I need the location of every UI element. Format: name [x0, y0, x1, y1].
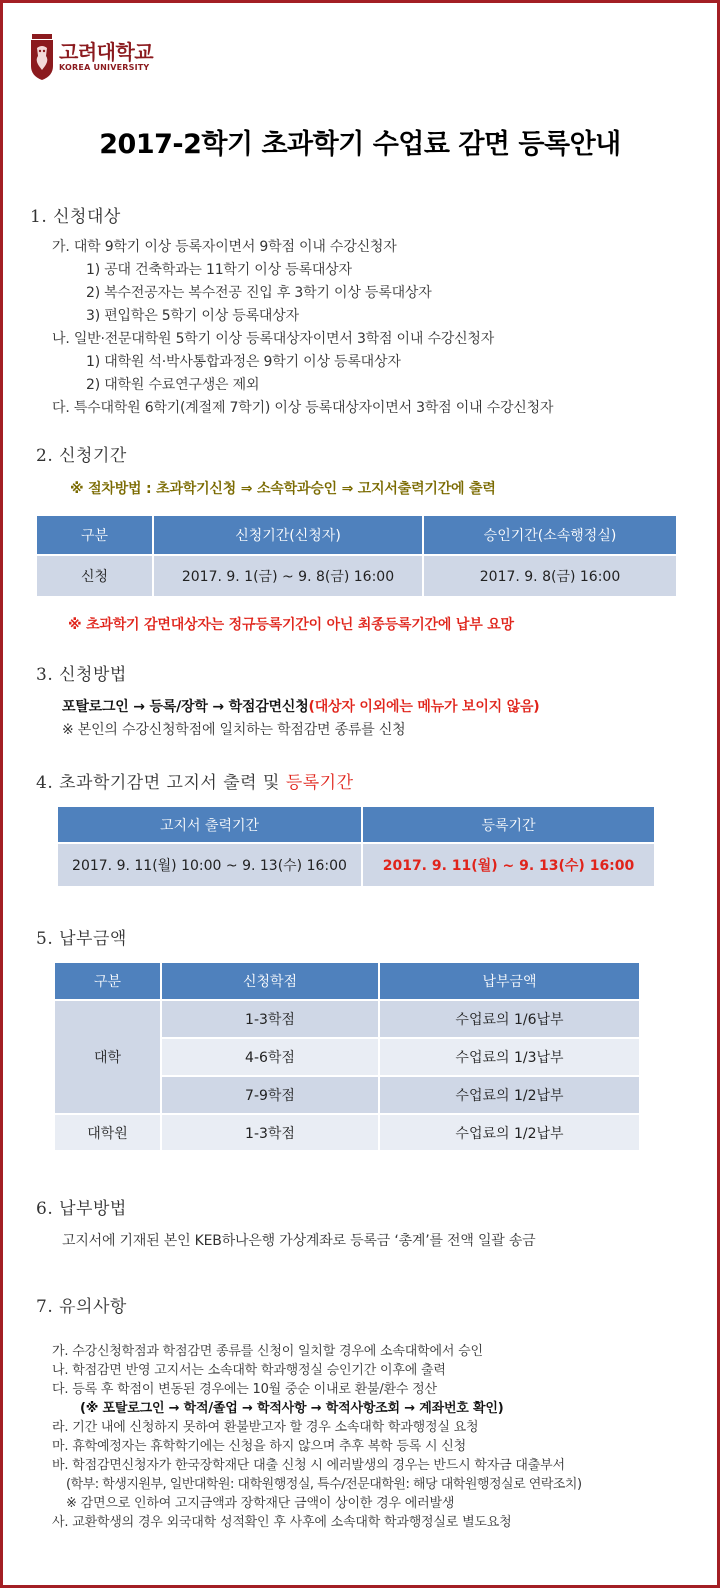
table-header: 구분 [55, 963, 161, 1000]
table-header: 등록기간 [362, 807, 654, 843]
logo-english-name: KOREA UNIVERSITY [59, 63, 150, 72]
table-cell: 2017. 9. 11(월) ~ 9. 13(수) 16:00 [362, 843, 654, 886]
sec1-line: 나. 일반·전문대학원 5학기 이상 등록대상자이면서 3학점 이내 수강신청자 [52, 331, 495, 347]
bill-registration-table [58, 807, 654, 886]
payment-amount-table [55, 963, 639, 1150]
notes-line: 나. 학점감면 반영 고지서는 소속대학 학과행정실 승인기간 이후에 출력 [52, 1363, 446, 1378]
table-cell: 4-6학점 [161, 1038, 379, 1076]
notes-line: (※ 포탈로그인 → 학적/졸업 → 학적사항 → 학적사항조회 → 계좌번호 확인) [80, 1401, 504, 1416]
sec1-line: 3) 편입학은 5학기 이상 등록대상자 [86, 308, 299, 324]
procedure-text: ※ 절차방법 : 초과학기신청 ⇒ 소속학과승인 ⇒ 고지서출력기간에 출력 [70, 481, 496, 497]
table-cell: 수업료의 1/2납부 [379, 1076, 639, 1114]
table-header: 신청학점 [161, 963, 379, 1000]
korea-university-logo [30, 34, 153, 80]
section-2-heading: 2. 신청기간 [36, 446, 127, 466]
table-cell: 1-3학점 [161, 1000, 379, 1038]
table-row [37, 555, 676, 596]
table-header: 승인기간(소속행정실) [423, 516, 676, 555]
sec1-line: 가. 대학 9학기 이상 등록자이면서 9학점 이내 수강신청자 [52, 239, 397, 255]
section-7-heading: 7. 유의사항 [36, 1297, 127, 1317]
table-cell: 2017. 9. 11(월) 10:00 ~ 9. 13(수) 16:00 [58, 843, 362, 886]
notes-line: 가. 수강신청학점과 학점감면 종류를 신청이 일치할 경우에 소속대학에서 승인 [52, 1344, 483, 1359]
table-header: 신청기간(신청자) [153, 516, 423, 555]
apply-note: ※ 본인의 수강신청학점에 일치하는 학점감면 종류를 신청 [62, 722, 406, 738]
notes-line: 바. 학점감면신청자가 한국장학재단 대출 신청 시 에러발생의 경우는 반드시 학자금 대출부서 [52, 1458, 565, 1473]
notes-line: ※ 감면으로 인하여 고지금액과 장학재단 금액이 상이한 경우 에러발생 [66, 1496, 455, 1511]
table-row [58, 843, 654, 886]
application-period-table [37, 516, 676, 596]
logo-korean-name: 고려대학교 [59, 40, 154, 64]
page-title: 2017-2학기 초과학기 수업료 감면 등록안내 [99, 129, 621, 160]
notes-line: 사. 교환학생의 경우 외국대학 성적확인 후 사후에 소속대학 학과행정실로 별도요청 [52, 1515, 512, 1530]
section-3-heading: 3. 신청방법 [36, 665, 127, 685]
apply-path [62, 696, 539, 716]
sec1-line: 2) 복수전공자는 복수전공 진입 후 3학기 이상 등록대상자 [86, 285, 432, 301]
section-4-heading-highlight: 등록기간 [285, 773, 354, 793]
section-4-heading [36, 768, 354, 793]
table-cell-group: 대학 [55, 1000, 161, 1114]
table-header: 구분 [37, 516, 153, 555]
section-6-heading: 6. 납부방법 [36, 1199, 127, 1219]
table-cell: 수업료의 1/2납부 [379, 1114, 639, 1150]
table-cell: 7-9학점 [161, 1076, 379, 1114]
table-cell: 2017. 9. 8(금) 16:00 [423, 555, 676, 596]
sec1-line: 다. 특수대학원 6학기(계절제 7학기) 이상 등록대상자이면서 3학점 이내 수강신청자 [52, 400, 554, 416]
payment-method-text: 고지서에 기재된 본인 KEB하나은행 가상계좌로 등록금 ‘총계’를 전액 일괄 송금 [62, 1233, 536, 1249]
apply-path-steps: 포탈로그인 → 등록/장학 → 학점감면신청 [62, 699, 309, 715]
university-seal-icon [30, 34, 54, 80]
apply-path-note: (대상자 이외에는 메뉴가 보이지 않음) [308, 699, 540, 715]
table-cell: 1-3학점 [161, 1114, 379, 1150]
sec1-line: 2) 대학원 수료연구생은 제외 [86, 377, 260, 393]
table-cell-group: 대학원 [55, 1114, 161, 1150]
table-header: 납부금액 [379, 963, 639, 1000]
sec1-line: 1) 대학원 석·박사통합과정은 9학기 이상 등록대상자 [86, 354, 401, 370]
section-5-heading: 5. 납부금액 [36, 929, 127, 949]
sec1-line: 1) 공대 건축학과는 11학기 이상 등록대상자 [86, 262, 352, 278]
payment-notice: ※ 초과학기 감면대상자는 정규등록기간이 아닌 최종등록기간에 납부 요망 [68, 617, 514, 633]
table-header: 고지서 출력기간 [58, 807, 362, 843]
section-1-heading: 1. 신청대상 [30, 207, 121, 227]
table-row [55, 1000, 639, 1038]
table-cell: 신청 [37, 555, 153, 596]
table-row [55, 1114, 639, 1150]
notes-line: 라. 기간 내에 신청하지 못하여 환불받고자 할 경우 소속대학 학과행정실 요청 [52, 1420, 479, 1435]
table-cell: 2017. 9. 1(금) ~ 9. 8(금) 16:00 [153, 555, 423, 596]
table-cell: 수업료의 1/3납부 [379, 1038, 639, 1076]
table-cell: 수업료의 1/6납부 [379, 1000, 639, 1038]
section-4-heading-text: 4. 초과학기감면 고지서 출력 및 [36, 773, 286, 793]
notes-line: 마. 휴학예정자는 휴학학기에는 신청을 하지 않으며 추후 복학 등록 시 신청 [52, 1439, 466, 1454]
notes-line: 다. 등록 후 학점이 변동된 경우에는 10월 중순 이내로 환불/환수 정산 [52, 1382, 437, 1397]
notes-line: (학부: 학생지원부, 일반대학원: 대학원행정실, 특수/전문대학원: 해당 대학원행정실로 연락조치) [66, 1477, 582, 1492]
